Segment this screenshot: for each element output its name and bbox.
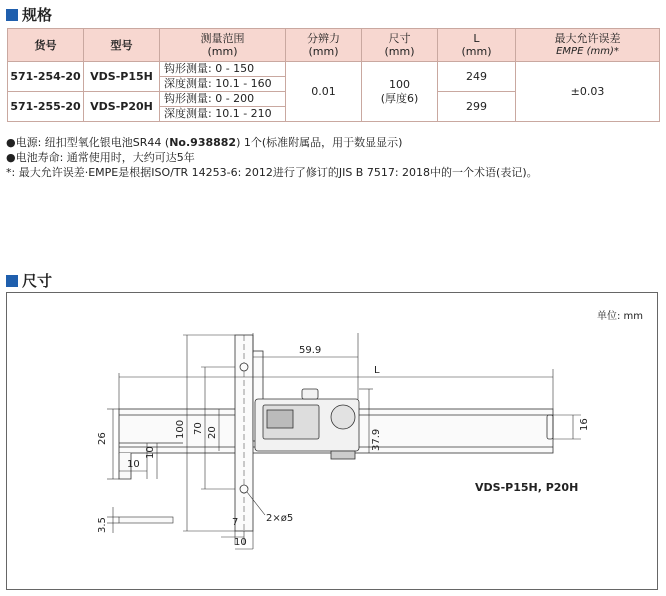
dim-26: 26 — [97, 432, 108, 445]
dim-16: 16 — [579, 418, 590, 431]
note-power: ●电源: 纽扣型氧化银电池SR44 (No.938882) 1个(标准附属品，用于数显显示) — [6, 136, 403, 149]
note-empe: *: 最大允许误差·EMPE是根据ISO/TR 14253-6: 2012进行了修订的JIS B 7517: 2018中的一个术语(表记)。 — [6, 166, 538, 179]
header-model: 型号 — [84, 29, 160, 62]
header-range: 测量范围 (mm) — [160, 29, 286, 62]
row2-range-hook: 钩形测量: 0 - 200 — [160, 92, 286, 107]
dim-10-width: 10 — [145, 446, 156, 459]
row1-code: 571-254-20 — [8, 62, 84, 92]
model-label: VDS-P15H, P20H — [475, 481, 579, 494]
error-value: ±0.03 — [516, 62, 660, 122]
dimension-drawing — [6, 292, 658, 590]
header-size: 尺寸 (mm) — [362, 29, 438, 62]
section-marker-icon — [6, 275, 18, 287]
row2-model: VDS-P20H — [84, 92, 160, 122]
row2-range-depth: 深度测量: 10.1 - 210 — [160, 107, 286, 122]
caliper-drawing — [7, 293, 657, 589]
header-code: 货号 — [8, 29, 84, 62]
dim-3-5: 3.5 — [97, 517, 108, 533]
dim-L: L — [374, 365, 380, 376]
row1-range-depth: 深度测量: 10.1 - 160 — [160, 77, 286, 92]
dim-7: 7 — [232, 517, 239, 528]
slider-body — [255, 389, 359, 459]
dim-37-9: 37.9 — [371, 428, 382, 451]
row1-range-hook: 钩形测量: 0 - 150 — [160, 62, 286, 77]
unit-label: 单位: mm — [597, 311, 644, 322]
spec-table — [7, 28, 660, 122]
dim-10-hook: 10 — [127, 459, 140, 470]
header-resolution: 分辨力 (mm) — [286, 29, 362, 62]
dimensions-heading: 尺寸 — [6, 270, 52, 291]
row1-l: 249 — [438, 62, 516, 92]
specs-heading: 规格 — [6, 4, 52, 25]
section-marker-icon — [6, 9, 18, 21]
dim-100: 100 — [175, 419, 186, 439]
dim-10-bottom: 10 — [234, 537, 247, 548]
notes — [6, 135, 538, 180]
table-header-row — [8, 29, 660, 62]
note-battery-life: ●电池寿命: 通常使用时，大约可达5年 — [6, 151, 195, 164]
dim-holes: 2×ø5 — [266, 513, 294, 524]
row1-model: VDS-P15H — [84, 62, 160, 92]
dim-20: 20 — [207, 426, 218, 439]
header-l: L (mm) — [438, 29, 516, 62]
table-row — [8, 62, 660, 77]
header-error: 最大允许误差 EMPE (mm)* — [516, 29, 660, 62]
size-value: 100 (厚度6) — [362, 62, 438, 122]
row2-code: 571-255-20 — [8, 92, 84, 122]
dim-70: 70 — [193, 422, 204, 435]
row2-l: 299 — [438, 92, 516, 122]
resolution-value: 0.01 — [286, 62, 362, 122]
dim-59-9: 59.9 — [299, 345, 322, 356]
